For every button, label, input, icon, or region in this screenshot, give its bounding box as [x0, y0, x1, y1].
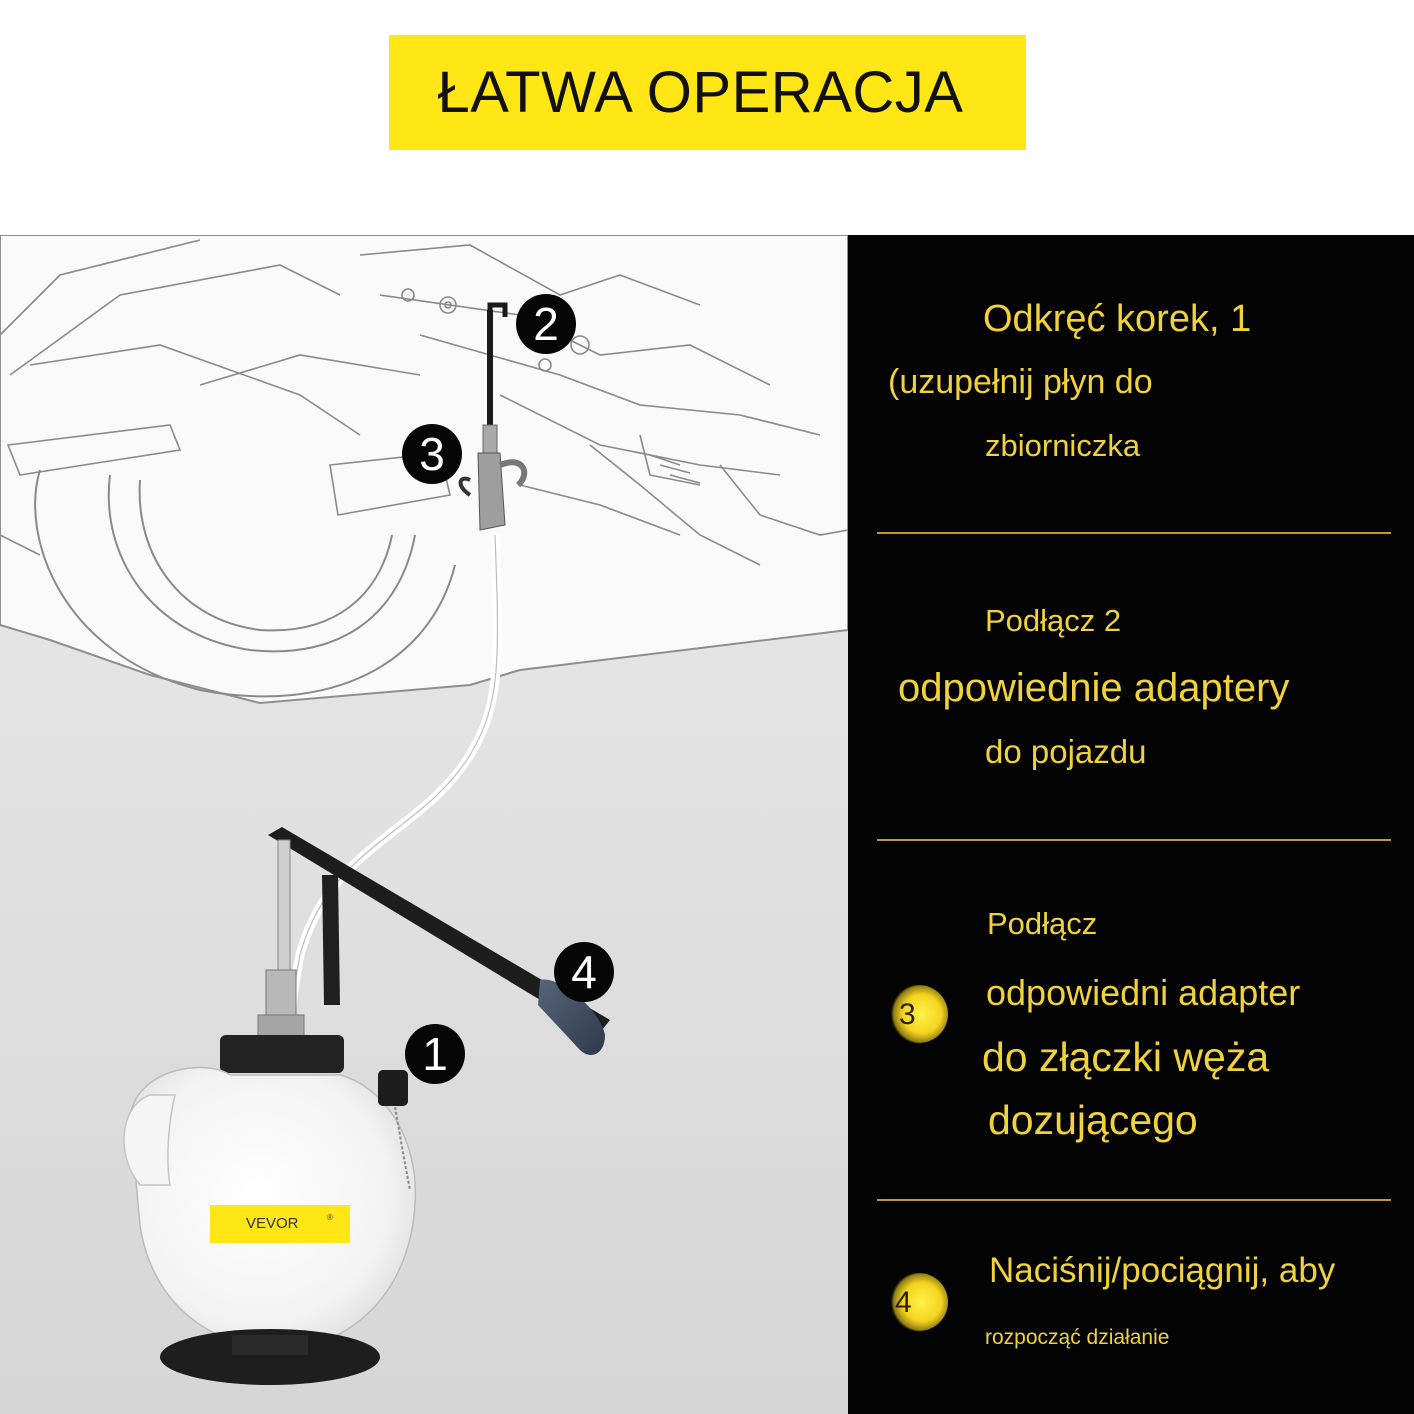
step3-marker-number: 3: [899, 998, 916, 1031]
step4-line1: Naciśnij/pociągnij, aby: [989, 1251, 1336, 1290]
step3-line2: odpowiedni adapter: [986, 972, 1301, 1013]
step3-marker: [890, 985, 948, 1043]
step1-line2: (uzupełnij płyn do: [888, 363, 1153, 401]
step2-line3: do pojazdu: [985, 733, 1147, 770]
title-banner: [389, 35, 1026, 150]
callout-1: 1: [405, 1024, 465, 1084]
step2-line1: Podłącz 2: [985, 603, 1122, 638]
callout-4: 4: [554, 942, 614, 1002]
step1-line1: Odkręć korek, 1: [983, 298, 1252, 340]
step2-line2: odpowiednie adaptery: [898, 666, 1290, 710]
divider-2: [877, 839, 1391, 841]
step4-marker-number: 4: [895, 1286, 912, 1319]
page-title: ŁATWA OPERACJA: [437, 60, 964, 125]
step1-line3: zbiorniczka: [985, 428, 1141, 463]
step3-line3: do złączki węża: [982, 1034, 1270, 1080]
pump-diagram: [0, 235, 848, 1414]
callout-2: 2: [516, 294, 576, 354]
product-illustration: [0, 235, 848, 1414]
callout-3: 3: [402, 424, 462, 484]
registered-mark: ®: [327, 1213, 333, 1222]
step4-marker: [890, 1273, 948, 1331]
divider-3: [877, 1199, 1391, 1201]
step4-line2: rozpocząć działanie: [985, 1326, 1170, 1349]
step3-line4: dozującego: [988, 1097, 1198, 1143]
brand-label: VEVOR: [246, 1215, 299, 1232]
divider-1: [877, 532, 1391, 534]
step3-line1: Podłącz: [987, 906, 1098, 941]
instructions-panel: [848, 235, 1414, 1414]
